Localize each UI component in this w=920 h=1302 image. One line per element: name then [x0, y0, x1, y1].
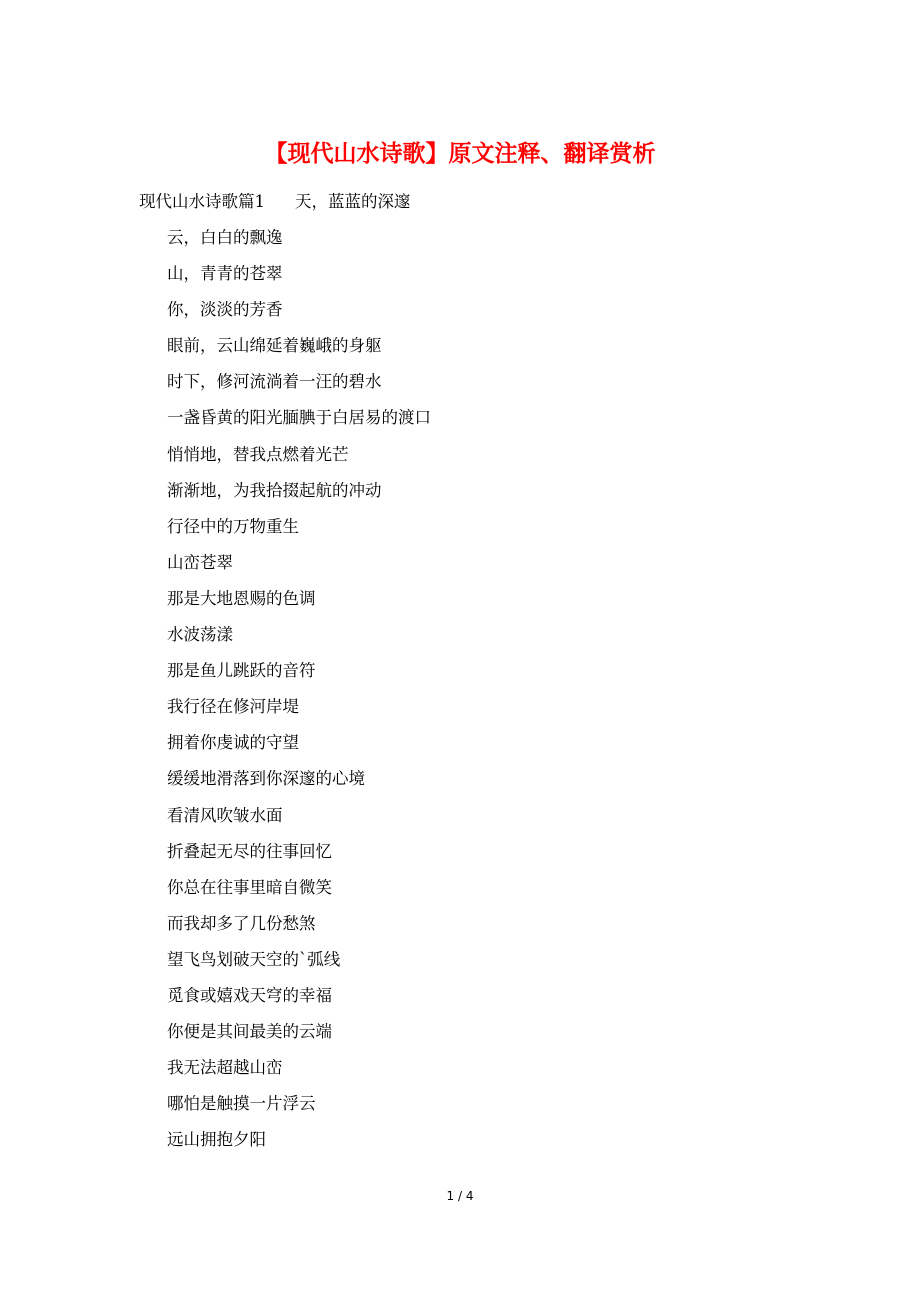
- poem-line: 山，青青的苍翠: [167, 264, 283, 284]
- poem-line: 那是鱼儿跳跃的音符: [167, 661, 316, 681]
- poem-line: 水波荡漾: [167, 625, 233, 645]
- poem-line: 渐渐地，为我拾掇起航的冲动: [167, 480, 382, 500]
- poem-line: 而我却多了几份愁煞: [167, 913, 316, 933]
- poem-line: 我无法超越山峦: [167, 1058, 283, 1078]
- poem-line: 望飞鸟划破天空的`弧线: [167, 949, 341, 969]
- poem-line: 你便是其间最美的云端: [167, 1022, 332, 1042]
- poem-line: 你，淡淡的芳香: [167, 300, 283, 320]
- poem-line: 缓缓地滑落到你深邃的心境: [167, 769, 365, 789]
- page-number: 1 / 4: [446, 1189, 474, 1203]
- poem-line: 你总在往事里暗自微笑: [167, 877, 332, 897]
- section-label: 现代山水诗歌篇1: [139, 192, 265, 211]
- poem-line: 折叠起无尽的往事回忆: [167, 841, 332, 861]
- poem-line: 那是大地恩赐的色调: [167, 588, 316, 608]
- poem-line: 我行径在修河岸堤: [167, 697, 299, 717]
- poem-line: 时下，修河流淌着一汪的碧水: [167, 372, 382, 392]
- poem-line: 一盏昏黄的阳光腼腆于白居易的渡口: [167, 408, 431, 428]
- poem-line: 拥着你虔诚的守望: [167, 733, 299, 753]
- poem-lines: [167, 220, 431, 1158]
- poem-line: 哪怕是触摸一片浮云: [167, 1094, 316, 1114]
- poem-line: 看清风吹皱水面: [167, 805, 283, 825]
- poem-line: 眼前，云山绵延着巍峨的身躯: [167, 336, 382, 356]
- poem-line: 觅食或嬉戏天穹的幸福: [167, 985, 332, 1005]
- page-title: 【现代山水诗歌】原文注释、翻译赏析: [264, 141, 656, 167]
- poem-line: 山峦苍翠: [167, 552, 233, 572]
- poem-line: 云，白白的飘逸: [167, 228, 283, 247]
- poem-line: 远山拥抱夕阳: [167, 1130, 266, 1150]
- poem-line: 行径中的万物重生: [167, 516, 299, 536]
- poem-first-line: [139, 184, 411, 220]
- poem-line: 悄悄地，替我点燃着光芒: [167, 444, 349, 464]
- poem-line: 天，蓝蓝的深邃: [295, 192, 411, 211]
